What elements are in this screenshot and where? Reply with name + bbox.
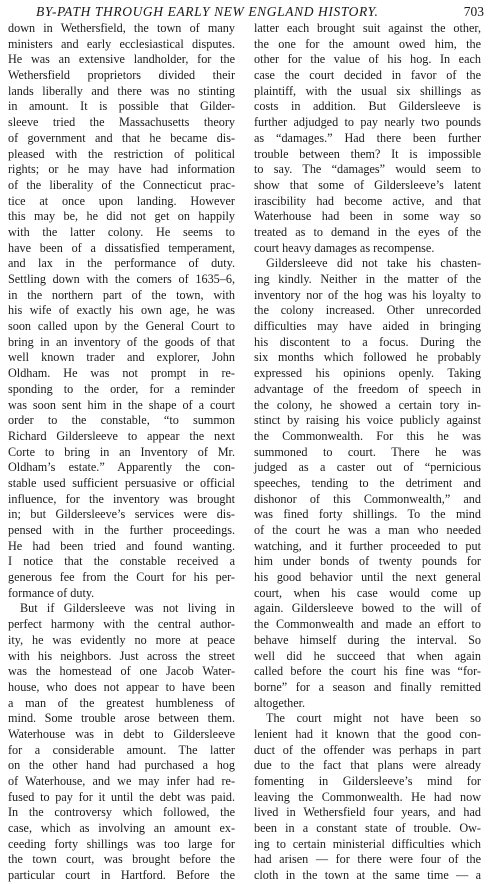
text-line: as “damages.” Had there been further [254,130,481,145]
text-line: sponding to the order, for a reminder [8,381,235,396]
text-line: stinct by raising his voice publicly against [254,413,481,428]
text-line: plaintiff, with the usual six shillings as [254,83,481,98]
text-line: ing to certain ministerial difficulties which [254,836,481,851]
text-line: bring in an inventory of the goods of that [8,334,235,349]
text-line: called before the court his fine was “for- [254,664,481,679]
text-line: formance of duty. [8,585,95,600]
text-line: generous fee from the Court for his per- [8,570,235,585]
text-line: dishonor of this Commonwealth,” and [254,491,481,506]
text-line: But if Gildersleeve was not living in [20,601,235,616]
text-line: He was an extensive landholder, for the [8,52,235,67]
text-line: Waterhouse was in debt to Gildersleeve [8,726,235,741]
text-line: pleased with the restriction of political [8,146,235,161]
text-line: ministers and early ecclesiastical disputes. [8,36,235,51]
text-line: with his neighbors. Just across the street [8,648,235,663]
text-line: a man of the greatest humbleness of [8,695,235,710]
text-line: lived in Wethersfield four years, and had [254,805,481,820]
text-line: of the liberality of the Connecticut prac- [8,177,235,192]
text-line: the colony, he showed a certain tory in- [254,397,481,412]
text-line: the Commonwealth. For this he was [254,428,481,443]
text-line: particular court in Hartford. Before the [8,868,235,883]
text-line: sleeve tried the Massachusetts theory [8,115,235,130]
text-line: court heavy damages as recompense. [254,240,435,255]
text-line: the Commonwealth and made an effort to [254,617,481,632]
text-line: case, which as involving an amount ex- [8,821,235,836]
text-line: trouble between them? It is impossible [254,146,481,161]
text-line: the colony increased. Other unrecorded [254,303,481,318]
text-line: Oldham’s estate.” Apparently the con- [8,460,235,475]
text-line: fused to pay for it until the debt was paid. [8,789,235,804]
page-number: 703 [463,4,484,19]
text-line: order to the constable, “to summon [8,413,235,428]
text-line: ity, he was evidently no more at peace [8,632,235,647]
text-line: cloth in the town at the same time — a [254,868,481,883]
text-line: six months which followed he probably [254,350,481,365]
text-line: judged as a caster out of “pernicious [254,460,481,475]
text-line: other for the value of his hog. In each [254,52,481,67]
text-line: costs in addition. But Gildersleeve is [254,99,481,114]
text-line: his wife of exactly his own age, he was [8,303,235,318]
text-line: in amount. It is possible that Gilder- [8,99,235,114]
text-line: Oldham. He was not prompt in re- [8,366,235,381]
text-line: was soon sent him in the shape of a court [8,397,235,412]
text-line: watching, and it further proceeded to put [254,538,481,553]
text-line: perfect harmony with the central author- [8,617,235,632]
left-column [8,21,235,883]
text-line: difficulties may have aided in bringing [254,319,481,334]
text-line: court, when his case would come up [254,585,481,600]
text-line: borne” for a season and finally remitted [254,679,481,694]
text-line: stable used sufficient persuasive or official [8,475,235,490]
text-line: Wethersfield proprietors divided their [8,68,235,83]
text-line: this may be, he did not get on happily [8,209,235,224]
text-line: duct of the offender was perhaps in part [254,742,481,757]
text-line: ing kindly. Neither in the matter of the [254,272,481,286]
text-line: further adjudged to pay nearly two pounds [254,115,481,130]
text-line: well did he succeed that when again [254,648,481,663]
text-line: due to the fact that plans were already [254,758,481,773]
text-line: had arisen — for there were four of the [254,852,481,867]
text-line: of the court he was a man who needed [254,523,481,537]
text-line: on the other hand had purchased a hog [8,758,235,773]
text-line: influence, for the inventory was brought [8,491,235,506]
text-line: of government and that he became dis- [8,130,235,145]
text-line: house, who does not appear to have been [8,679,235,694]
text-line: his good behavior until the next general [254,570,481,585]
text-line: lands liberally and there was no stinting [8,83,235,98]
text-line: was the homestead of one Jacob Water- [8,664,235,679]
text-line: tice at once upon landing. However [8,193,235,208]
text-line: irascibility had become active, and that [254,193,481,208]
text-line: in; but Gildersleeve’s services were dis- [8,507,235,522]
text-line: lenient had it known that the good con- [254,726,481,741]
text-line: altogether. [254,695,306,710]
text-line: Waterhouse had been in some way so [254,209,481,224]
text-line: was fined forty shillings. To the mind [254,507,481,522]
text-line: for a considerable amount. The latter [8,742,235,757]
text-line: and lax in the performance of duty. [8,256,235,271]
text-line: show that some of Gildersleeve’s latent [254,177,481,192]
text-line: expressed his opinions openly. Taking [254,366,481,381]
text-line: Settling down with the comers of 1635–6, [8,272,235,286]
text-line: leaving the Commonwealth. He had now [254,789,481,804]
text-line: soon called upon by the General Court to [8,319,235,334]
text-line: in the northern part of the town, with [8,287,235,302]
text-line: fomenting in Gildersleeve’s mind for [254,774,481,788]
text-line: Gildersleeve did not take his chasten- [266,256,481,271]
text-line: advantage of the freedom of speech in [254,381,481,396]
text-line: speeches, tending to the detriment and [254,475,481,490]
text-line: again. Gildersleeve bowed to the will of [254,601,481,616]
text-line: have been of a dissatisfied temperament, [8,240,235,255]
text-line: to say. The “damages” would seem to [254,162,481,177]
text-line: case the court decided in favor of the [254,68,481,83]
text-line: ceeding forty shillings was too large for [8,836,235,851]
book-page [8,0,484,883]
text-line: well known trader and explorer, John [8,350,235,365]
text-line: been in a constant state of trouble. Ow- [254,821,481,836]
right-column [254,21,481,883]
text-line: him under bonds of twenty pounds for [254,554,481,569]
text-line: mind. Some trouble arose between them. [8,711,235,726]
text-line: Corte to bring in an Inventory of Mr. [8,444,235,459]
text-line: I notice that the constable received a [8,554,235,569]
text-line: the town court, was brought before the [8,852,235,867]
text-line: Richard Gildersleeve to appear the next [8,428,235,443]
text-line: his discontent to a focus. During the [254,334,481,349]
text-line: In the controversy which followed, the [8,805,235,820]
text-line: The court might not have been so [266,711,481,726]
text-line: He had been tried and found wanting. [8,538,235,553]
text-line: pensed with in the further proceedings. [8,523,235,537]
text-line: with the latter colony. He seems to [8,224,235,239]
text-line: rights; or he may have had information [8,162,235,177]
text-line: behave himself during the interval. So [254,632,481,647]
text-line: inventory nor of the hog was his loyalty to [254,287,481,302]
text-line: down in Wethersfield, the town of many [8,21,235,35]
text-line: of Waterhouse, and we may infer had re- [8,774,235,788]
text-line: summoned to court. There he was [254,444,481,459]
text-line: treated as to demand in the eyes of the [254,224,481,239]
running-title: BY-PATH THROUGH EARLY NEW ENGLAND HISTORY. [36,4,379,19]
text-line: the one for the amount owed him, the [254,36,481,51]
text-line: latter each brought suit against the other, [254,21,481,35]
